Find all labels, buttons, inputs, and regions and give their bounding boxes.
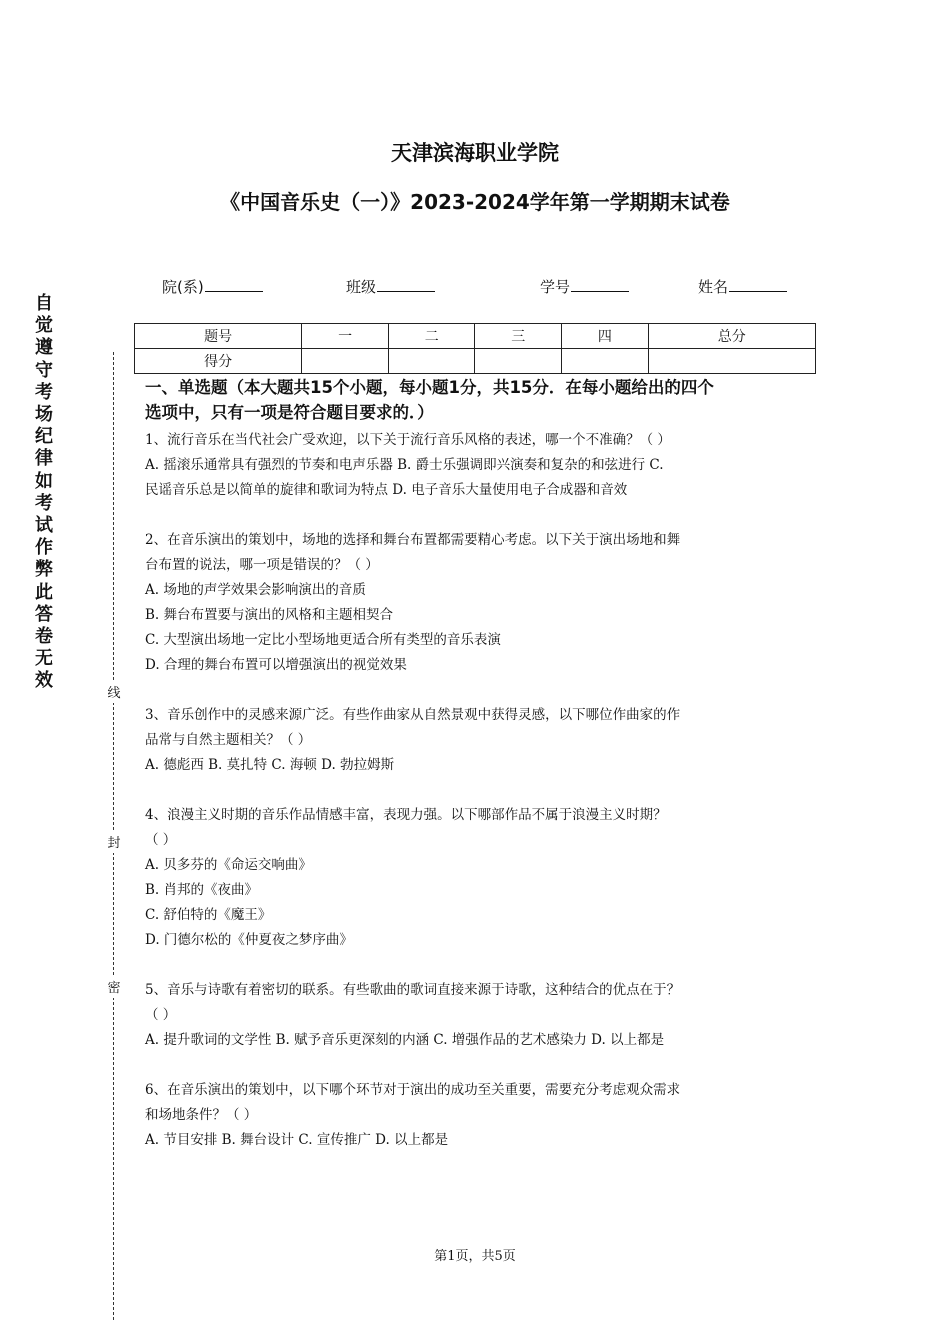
question-line: （ ）	[145, 1007, 177, 1023]
header-cell-part-4: 四	[562, 324, 649, 349]
exam-content	[145, 375, 810, 1153]
question-line: D. 门德尔松的《仲夏夜之梦序曲》	[145, 932, 353, 948]
score-table-header-row	[135, 324, 816, 349]
header-cell-total: 总分	[648, 324, 815, 349]
question-line: （ ）	[145, 832, 177, 848]
seal-mark-dense: 密	[106, 975, 122, 998]
score-table	[134, 323, 816, 374]
score-cell-part-3	[475, 349, 562, 374]
question-line: B. 肖邦的《夜曲》	[145, 882, 259, 898]
question-line: 台布置的说法，哪一项是错误的？（ ）	[145, 557, 379, 573]
question-line: 品常与自然主题相关？（ ）	[145, 732, 312, 748]
question-1	[145, 428, 810, 503]
class-label: 班级	[346, 278, 377, 296]
question-line: A. 摇滚乐通常具有强烈的节奏和电声乐器 B. 爵士乐强调即兴演奏和复杂的和弦进行 C.	[145, 457, 664, 473]
question-line: 3、音乐创作中的灵感来源广泛。有些作曲家从自然景观中获得灵感，以下哪位作曲家的作	[145, 707, 681, 723]
student-id-blank	[571, 276, 629, 292]
header-cell-part-2: 二	[388, 324, 475, 349]
question-line: A. 场地的声学效果会影响演出的音质	[145, 582, 366, 598]
section-heading-line: 一、单选题（本大题共15个小题，每小题1分，共15分．在每小题给出的四个	[145, 378, 714, 397]
question-line: 1、流行音乐在当代社会广受欢迎，以下关于流行音乐风格的表述，哪一个不准确？（ ）	[145, 432, 671, 448]
department-blank	[205, 276, 263, 292]
seal-mark-seal: 封	[106, 830, 122, 853]
question-line: 和场地条件？（ ）	[145, 1107, 258, 1123]
student-id-field	[540, 276, 629, 297]
header-cell-part-3: 三	[475, 324, 562, 349]
question-line: A. 贝多芬的《命运交响曲》	[145, 857, 312, 873]
exam-discipline-notice: 自觉遵守考场纪律如考试作弊此答卷无效	[35, 293, 53, 692]
header-cell-question-no: 题号	[135, 324, 302, 349]
department-label: 院(系)	[162, 278, 204, 296]
question-line: A. 提升歌词的文学性 B. 赋予音乐更深刻的内涵 C. 增强作品的艺术感染力 D. 以上都是	[145, 1032, 665, 1048]
exam-title: 《中国音乐史（一）》2023-2024学年第一学期期末试卷	[220, 190, 730, 214]
header-cell-part-1: 一	[302, 324, 389, 349]
score-row-label: 得分	[135, 349, 302, 374]
section-heading	[145, 375, 810, 425]
score-cell-part-2	[388, 349, 475, 374]
question-3	[145, 703, 810, 778]
question-line: C. 大型演出场地一定比小型场地更适合所有类型的音乐表演	[145, 632, 501, 648]
question-line: 6、在音乐演出的策划中，以下哪个环节对于演出的成功至关重要，需要充分考虑观众需求	[145, 1082, 681, 1098]
question-4	[145, 803, 810, 953]
seal-mark-line: 线	[106, 680, 122, 703]
question-line: 2、在音乐演出的策划中，场地的选择和舞台布置都需要精心考虑。以下关于演出场地和舞	[145, 532, 681, 548]
question-6	[145, 1078, 810, 1153]
question-line: 4、浪漫主义时期的音乐作品情感丰富，表现力强。以下哪部作品不属于浪漫主义时期？	[145, 807, 667, 823]
class-blank	[377, 276, 435, 292]
name-blank	[729, 276, 787, 292]
score-cell-part-4	[562, 349, 649, 374]
question-2	[145, 528, 810, 678]
question-line: C. 舒伯特的《魔王》	[145, 907, 272, 923]
name-label: 姓名	[698, 278, 729, 296]
class-field	[346, 276, 435, 297]
institution-title: 天津滨海职业学院	[391, 141, 559, 165]
name-field	[698, 276, 787, 297]
question-line: D. 合理的舞台布置可以增强演出的视觉效果	[145, 657, 407, 673]
page-number: 第1页，共5页	[434, 1249, 516, 1264]
score-cell-total	[648, 349, 815, 374]
question-line: B. 舞台布置要与演出的风格和主题相契合	[145, 607, 394, 623]
question-line: 5、音乐与诗歌有着密切的联系。有些歌曲的歌词直接来源于诗歌，这种结合的优点在于？	[145, 982, 681, 998]
score-table-score-row	[135, 349, 816, 374]
question-line: A. 德彪西 B. 莫扎特 C. 海顿 D. 勃拉姆斯	[145, 757, 395, 773]
question-line: 民谣音乐总是以简单的旋律和歌词为特点 D. 电子音乐大量使用电子合成器和音效	[145, 482, 628, 498]
question-line: A. 节目安排 B. 舞台设计 C. 宣传推广 D. 以上都是	[145, 1132, 449, 1148]
department-field	[162, 276, 263, 297]
student-id-label: 学号	[540, 278, 571, 296]
score-cell-part-1	[302, 349, 389, 374]
section-heading-line: 选项中，只有一项是符合题目要求的．）	[145, 403, 434, 422]
question-5	[145, 978, 810, 1053]
